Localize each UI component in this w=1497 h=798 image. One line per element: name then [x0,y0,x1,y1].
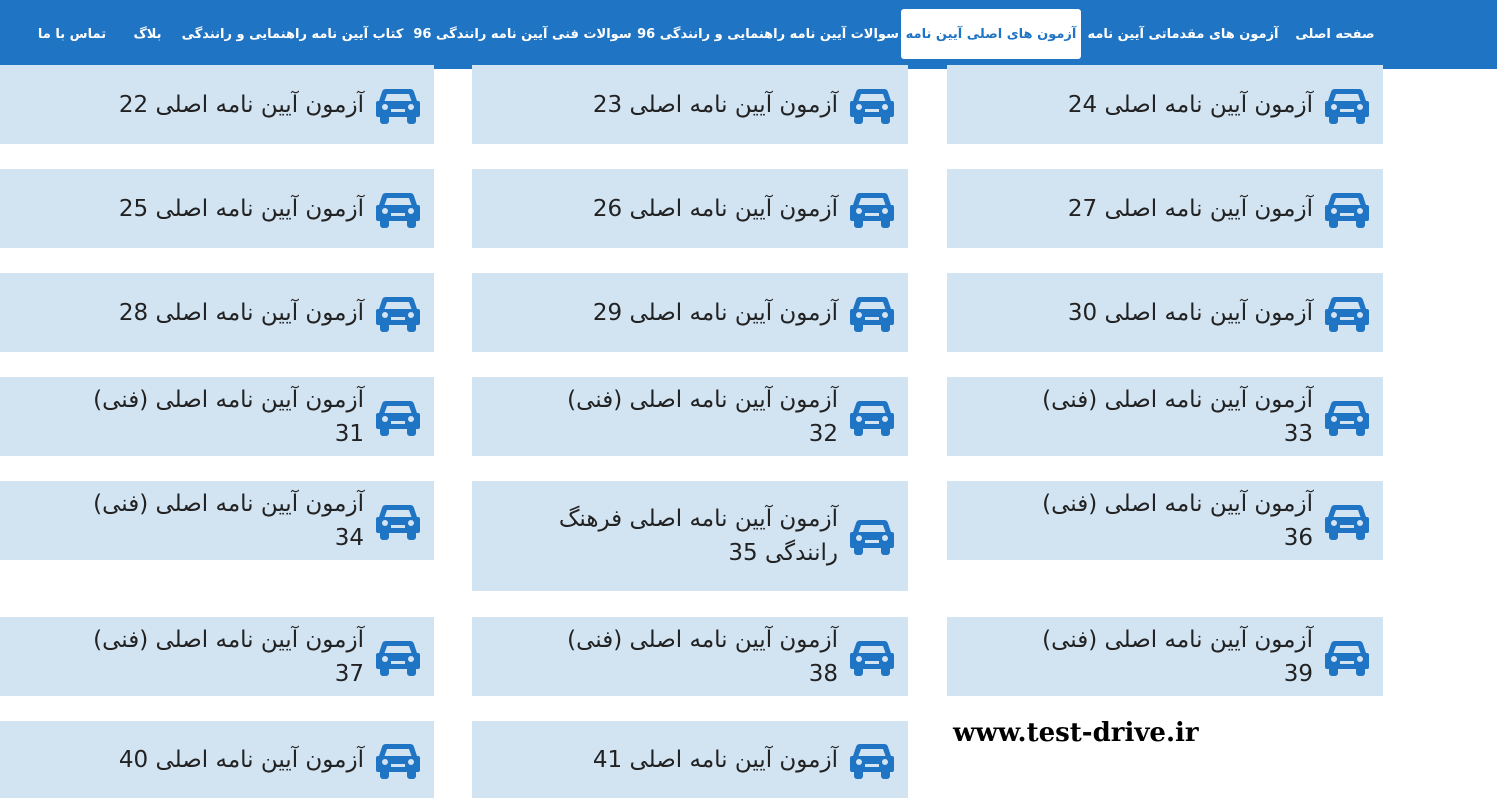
exam-card-41[interactable] [472,721,908,798]
car-icon [376,190,420,228]
exam-card-label: آزمون آیین نامه اصلی 25 [118,195,364,222]
nav-home[interactable]: صفحه اصلی [1295,26,1375,42]
nav-contact[interactable]: تماس با ما [37,26,107,42]
exam-card-label: آزمون آیین نامه اصلی 24 [1067,91,1313,118]
car-icon [1325,190,1369,228]
exam-card-34[interactable] [0,481,434,560]
exam-card-label: آزمون آیین نامه اصلی (فنی) 39 [1042,626,1313,687]
top-navbar [0,0,1497,69]
nav-traffic-book[interactable]: کتاب آیین نامه راهنمایی و رانندگی [181,26,404,42]
car-icon [850,190,894,228]
car-icon [376,86,420,124]
car-icon [376,638,420,676]
nav-preliminary-tests[interactable]: آزمون های مقدماتی آیین نامه [1087,26,1279,42]
car-icon [1325,398,1369,436]
exam-card-38[interactable] [472,617,908,696]
exam-card-27[interactable] [947,169,1383,248]
exam-card-39[interactable] [947,617,1383,696]
nav-technical-questions-96[interactable]: سوالات فنی آیین نامه رانندگی 96 [413,26,632,42]
car-icon [1325,638,1369,676]
car-icon [376,398,420,436]
car-icon [1325,294,1369,332]
exam-card-label: آزمون آیین نامه اصلی 27 [1067,195,1313,222]
exam-card-label: آزمون آیین نامه اصلی (فنی) 31 [93,386,364,447]
car-icon [376,294,420,332]
exam-card-29[interactable] [472,273,908,352]
exam-card-label: آزمون آیین نامه اصلی فرهنگ رانندگی 35 [558,506,838,566]
exam-card-30[interactable] [947,273,1383,352]
exam-card-37[interactable] [0,617,434,696]
exam-card-label: آزمون آیین نامه اصلی 23 [592,91,838,118]
nav-traffic-questions-96[interactable]: سوالات آیین نامه راهنمایی و رانندگی 96 [637,26,899,42]
exam-card-label: آزمون آیین نامه اصلی 41 [592,746,838,773]
car-icon [376,741,420,779]
exam-card-32[interactable] [472,377,908,456]
exam-card-22[interactable] [0,65,434,144]
exam-card-40[interactable] [0,721,434,798]
exam-card-label: آزمون آیین نامه اصلی (فنی) 36 [1042,490,1313,551]
exam-card-26[interactable] [472,169,908,248]
nav-main-tests[interactable]: آزمون های اصلی آیین نامه [901,9,1081,59]
exam-card-36[interactable] [947,481,1383,560]
exam-card-label: آزمون آیین نامه اصلی 29 [592,299,838,326]
exam-card-label: آزمون آیین نامه اصلی 22 [118,91,364,118]
exam-card-28[interactable] [0,273,434,352]
car-icon [850,638,894,676]
car-icon [850,741,894,779]
exam-card-label: آزمون آیین نامه اصلی (فنی) 38 [567,626,838,687]
car-icon [850,294,894,332]
exam-card-35[interactable] [472,481,908,591]
exam-card-label: آزمون آیین نامه اصلی 26 [592,195,838,222]
nav-blog[interactable]: بلاگ [133,26,162,42]
exam-card-label: آزمون آیین نامه اصلی 40 [118,746,364,773]
car-icon [850,86,894,124]
website-watermark: www.test-drive.ir [953,718,1199,748]
exam-card-label: آزمون آیین نامه اصلی (فنی) 33 [1042,386,1313,447]
car-icon [850,398,894,436]
car-icon [850,517,894,555]
exam-card-33[interactable] [947,377,1383,456]
exam-card-23[interactable] [472,65,908,144]
exam-card-label: آزمون آیین نامه اصلی (فنی) 34 [93,490,364,551]
exam-card-31[interactable] [0,377,434,456]
car-icon [1325,502,1369,540]
exam-card-label: آزمون آیین نامه اصلی 28 [118,299,364,326]
exam-card-25[interactable] [0,169,434,248]
exam-card-label: آزمون آیین نامه اصلی 30 [1067,299,1313,326]
car-icon [1325,86,1369,124]
car-icon [376,502,420,540]
exam-card-24[interactable] [947,65,1383,144]
exam-card-label: آزمون آیین نامه اصلی (فنی) 37 [93,626,364,687]
exam-card-label: آزمون آیین نامه اصلی (فنی) 32 [567,386,838,447]
